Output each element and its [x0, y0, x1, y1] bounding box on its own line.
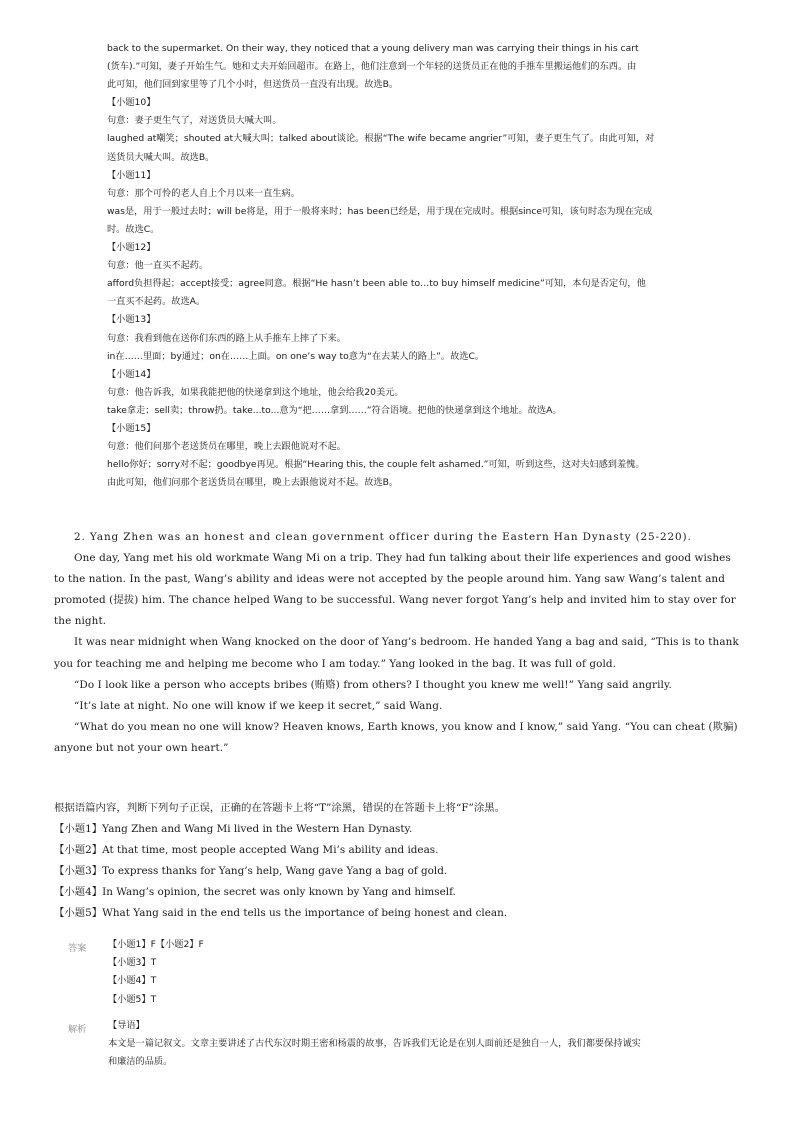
- question-item: 【小题2】At that time, most people accepted Wang Mi’s ability and ideas.: [54, 844, 439, 857]
- passage-paragraph: One day, Yang met his old workmate Wang Mi on a trip. They had fun talking about their life experiences and good wishes to the nation. In the past, Wang’s ability and ideas were not accepted by the people around him. Yang saw Wang’s talent and promoted (提拔) him. The chance helped Wang to be successful. Wang never forgot Yang’s help and invited him to stay over for the night.: [54, 552, 736, 628]
- explanation-line: was是，用于一般过去时；will be将是，用于一般将来时；has been已经是，用于现在完成时。根据since可知，该句时态为现在完成: [107, 205, 653, 217]
- question-number: 【小题13】: [107, 314, 156, 326]
- reading-passage: [54, 527, 744, 759]
- answer-block: [108, 936, 204, 1009]
- explanation-line: 句意：那个可怜的老人自上个月以来一直生病。: [107, 187, 300, 199]
- answer-line: 【小题3】T: [108, 957, 157, 969]
- question-item: 【小题5】What Yang said in the end tells us the importance of being honest and clean.: [54, 907, 508, 920]
- explanation-line: (货车).”可知，妻子开始生气。她和丈夫开始回超市。在路上，他们注意到一个年轻的送货员正在他的手推车里搬运他们的东西。由: [107, 61, 637, 73]
- explanation-line: 句意：我看到他在送你们东西的路上从手推车上摔了下来。: [107, 332, 346, 344]
- answer-line: 【小题5】T: [108, 993, 157, 1005]
- explanation-line: laughed at嘲笑；shouted at大喊大叫；talked about谈论。根据“The wife became angrier”可知，妻子更生气了。由此可知，对: [107, 133, 655, 145]
- explanation-line: hello你好；sorry对不起；goodbye再见。根据“Hearing this, the couple felt ashamed.”可知，听到这些，这对夫妇感到羞愧。: [107, 459, 645, 471]
- explanation-line: 此可知，他们回到家里等了几个小时，但送货员一直没有出现。故选B。: [107, 79, 399, 91]
- passage-paragraph: “It’s late at night. No one will know if we keep it secret,” said Wang.: [74, 699, 443, 712]
- explanation-line: in在……里面；by通过；on在……上面。on one’s way to意为“在去某人的路上”。故选C。: [107, 350, 485, 362]
- explanation-line: 句意：妻子更生气了，对送货员大喊大叫。: [107, 115, 282, 127]
- analysis-line: 本文是一篇记叙文。文章主要讲述了古代东汉时期王密和杨震的故事，告诉我们无论是在别人面前还是独自一人，我们都要保持诚实: [108, 1038, 641, 1050]
- explanation-line: 由此可知，他们问那个老送货员在哪里，晚上去跟他说对不起。故选B。: [107, 477, 399, 489]
- explanation-line: 时。故选C。: [107, 223, 160, 235]
- answer-label: 答案: [68, 943, 87, 954]
- explanation-line: back to the supermarket. On their way, they noticed that a young delivery man was carrying their things in his cart: [107, 43, 639, 54]
- explanation-line: 句意：他告诉我，如果我能把他的快递拿到这个地址，他会给我20美元。: [107, 386, 404, 398]
- question-item: 【小题3】To express thanks for Yang’s help, Wang gave Yang a bag of gold.: [54, 865, 448, 878]
- explanation-line: afford负担得起；accept接受；agree同意。根据“He hasn’t been able to…to buy himself medicine”可知，本句是否定句，他: [107, 278, 646, 290]
- question-number: 【小题11】: [107, 169, 156, 181]
- analysis-heading: 【导语】: [108, 1020, 145, 1031]
- explanation-line: 句意：他一直买不起药。: [107, 260, 209, 272]
- question-item: 【小题4】In Wang’s opinion, the secret was only known by Yang and himself.: [54, 886, 456, 899]
- question-number: 【小题10】: [107, 97, 156, 109]
- analysis-line: 和廉洁的品质。: [108, 1056, 173, 1068]
- question-item: 【小题1】Yang Zhen and Wang Mi lived in the Western Han Dynasty.: [54, 823, 413, 836]
- passage-paragraph: “What do you mean no one will know? Heaven knows, Earth knows, you know and I know,” said Yang. “You can cheat (欺骗) anyone but not your own heart.”: [54, 720, 738, 754]
- question-number: 【小题14】: [107, 368, 156, 380]
- answer-line: 【小题1】F【小题2】F: [108, 939, 204, 950]
- answer-line: 【小题4】T: [108, 975, 157, 987]
- explanation-line: 一直买不起药。故选A。: [107, 296, 206, 308]
- question-number: 【小题12】: [107, 242, 156, 254]
- passage-paragraph: It was near midnight when Wang knocked on the door of Yang’s bedroom. He handed Yang a bag and said, “This is to thank you for teaching me and helping me become who I am today.” Yang looked in the bag. It was full of gold.: [54, 636, 739, 670]
- passage-paragraph: “Do I look like a person who accepts bribes (贿赂) from others? I thought you knew me well!” Yang said angrily.: [74, 678, 672, 691]
- passage-first-line: 2. Yang Zhen was an honest and clean government officer during the Eastern Han Dynasty (25-220).: [74, 531, 692, 543]
- analysis-label: 解析: [68, 1024, 87, 1035]
- explanation-line: 句意：他们问那个老送货员在哪里，晚上去跟他说对不起。: [107, 441, 346, 453]
- explanation-line: 送货员大喊大叫。故选B。: [107, 151, 215, 163]
- analysis-block: [108, 1017, 738, 1072]
- question-number: 【小题15】: [107, 422, 156, 434]
- explanation-line: take拿走；sell卖；throw扔。take...to...意为“把……拿到……”符合语境。把他的快递拿到这个地址。故选A。: [107, 404, 562, 416]
- true-false-questions: [54, 798, 744, 925]
- previous-question-explanations: [107, 40, 732, 492]
- question-instruction: 根据语篇内容，判断下列句子正误，正确的在答题卡上将“T”涂黑，错误的在答题卡上将“F”涂黑。: [54, 802, 506, 814]
